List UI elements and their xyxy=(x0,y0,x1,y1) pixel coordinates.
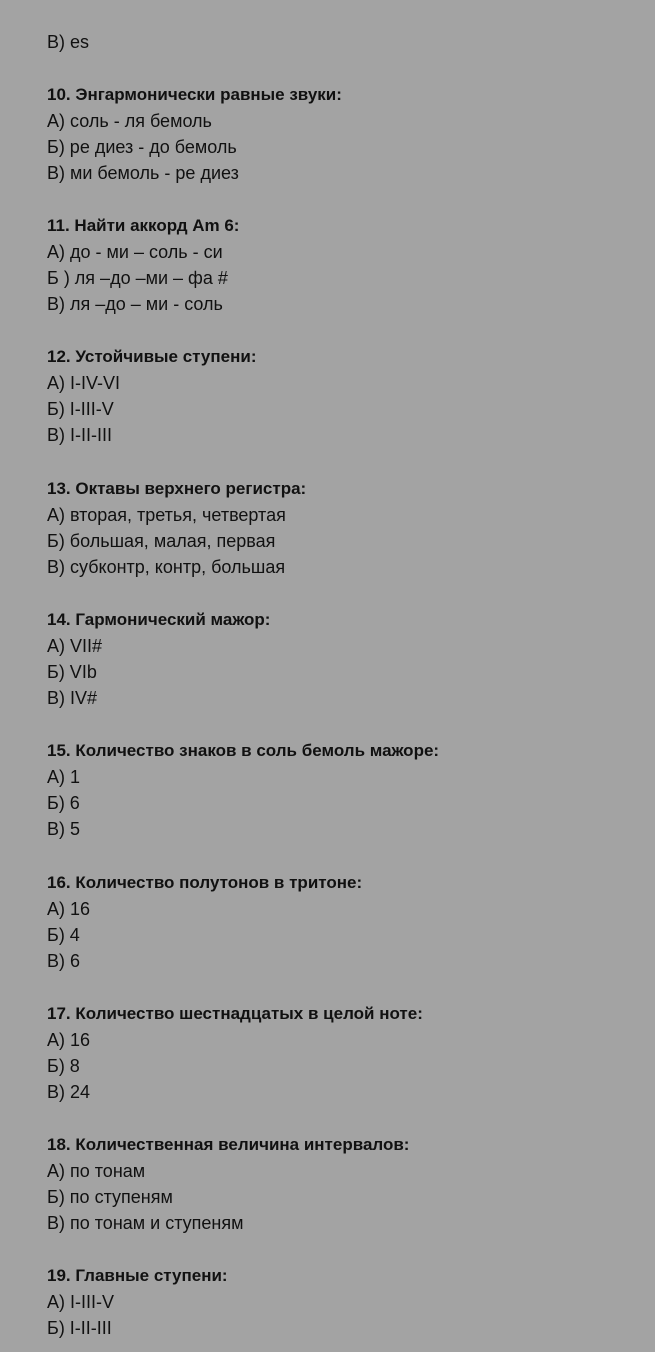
option-c: В) 24 xyxy=(47,1082,91,1102)
option-b: Б ) ля –до –ми – фа # xyxy=(47,268,228,288)
option-a: А) I-IV-VI xyxy=(47,373,121,393)
option-a: А) по тонам xyxy=(47,1161,146,1181)
option-b: Б) VIb xyxy=(47,662,97,682)
option-c: В) ля –до – ми - соль xyxy=(47,294,223,314)
option-b: Б) I-III-V xyxy=(47,399,114,419)
option-b: Б) большая, малая, первая xyxy=(47,531,276,551)
question-title: 17. Количество шестнадцатых в целой ноте: xyxy=(47,1004,423,1023)
option-b: Б) 4 xyxy=(47,925,80,945)
option-c: В) IV# xyxy=(47,688,98,708)
option-a: А) 16 xyxy=(47,1030,91,1050)
option-a: А) 1 xyxy=(47,767,81,787)
question-title: 13. Октавы верхнего регистра: xyxy=(47,479,307,498)
option-c: В) по тонам и ступеням xyxy=(47,1213,244,1233)
option-a: А) VII# xyxy=(47,636,103,656)
option-b: Б) 8 xyxy=(47,1056,80,1076)
option-text: В) es xyxy=(47,32,90,52)
option-b: Б) ре диез - до бемоль xyxy=(47,137,237,157)
option-a: А) I-III-V xyxy=(47,1292,114,1312)
option-c: В) субконтр, контр, большая xyxy=(47,557,286,577)
option-a: А) до - ми – соль - си xyxy=(47,242,223,262)
question-title: 18. Количественная величина интервалов: xyxy=(47,1135,410,1154)
question-title: 10. Энгармонически равные звуки: xyxy=(47,85,342,104)
question-title: 16. Количество полутонов в тритоне: xyxy=(47,873,363,892)
option-c: В) 5 xyxy=(47,819,81,839)
question-title: 12. Устойчивые ступени: xyxy=(47,347,257,366)
option-c: В) 6 xyxy=(47,951,81,971)
question-title: 14. Гармонический мажор: xyxy=(47,610,271,629)
option-b: Б) 6 xyxy=(47,793,80,813)
option-a: А) вторая, третья, четвертая xyxy=(47,505,286,525)
option-b: Б) I-II-III xyxy=(47,1318,112,1338)
option-a: А) 16 xyxy=(47,899,91,919)
option-c: В) ми бемоль - ре диез xyxy=(47,163,239,183)
question-title: 11. Найти аккорд Am 6: xyxy=(47,216,240,235)
option-b: Б) по ступеням xyxy=(47,1187,173,1207)
option-c: В) I-II-III xyxy=(47,425,112,445)
option-a: А) соль - ля бемоль xyxy=(47,111,212,131)
question-title: 15. Количество знаков в соль бемоль мажоре: xyxy=(47,741,440,760)
question-title: 19. Главные ступени: xyxy=(47,1266,228,1285)
